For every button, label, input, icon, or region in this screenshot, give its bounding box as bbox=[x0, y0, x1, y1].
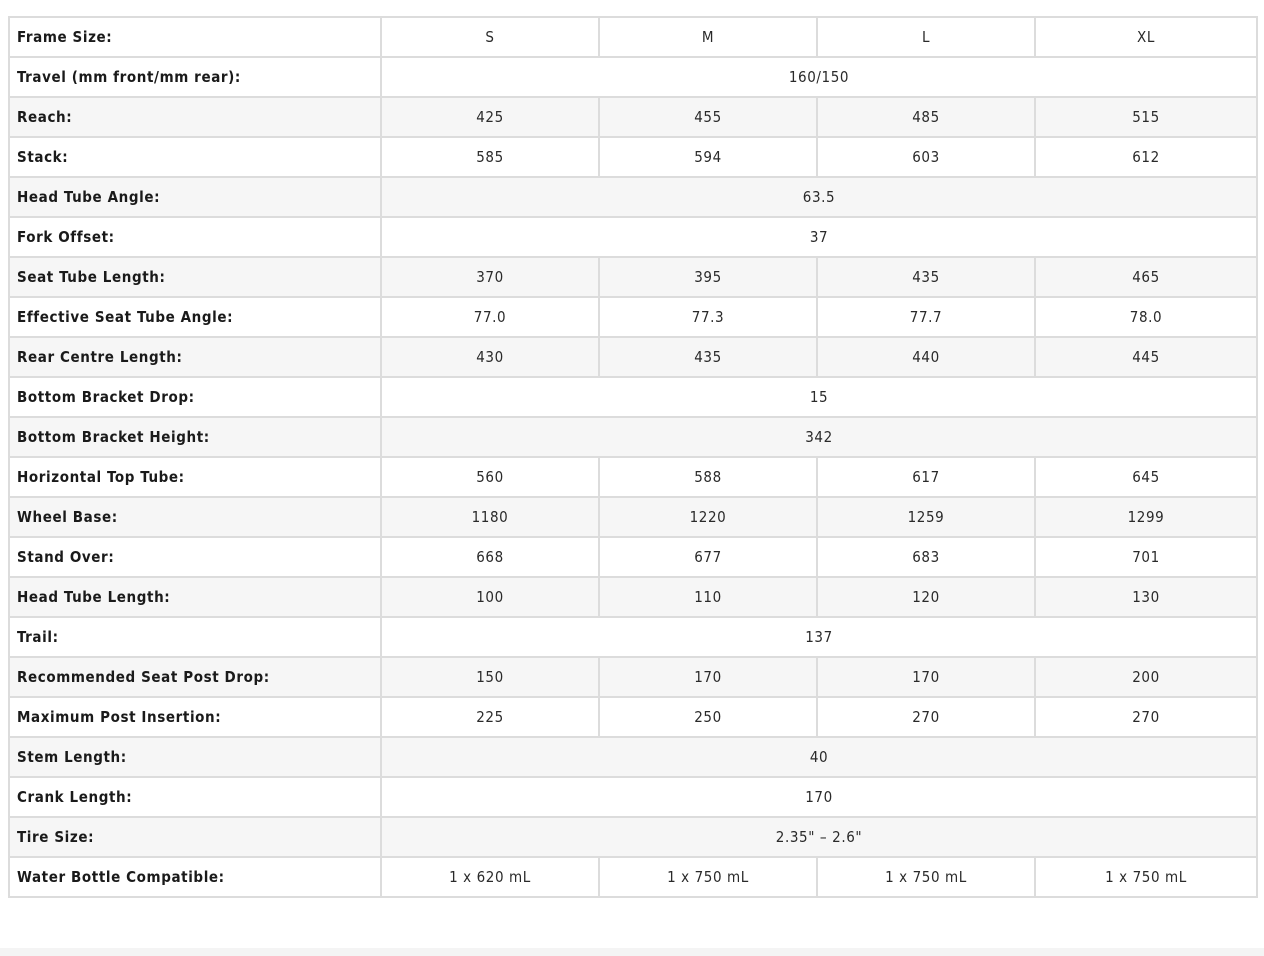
cell-xl: 515 bbox=[1035, 97, 1257, 137]
table-row bbox=[9, 57, 1257, 97]
row-label: Bottom Bracket Height: bbox=[9, 417, 381, 457]
row-label: Frame Size: bbox=[9, 17, 381, 57]
size-header-l: L bbox=[817, 17, 1035, 57]
cell-s: 560 bbox=[381, 457, 599, 497]
table-row bbox=[9, 177, 1257, 217]
table-row bbox=[9, 857, 1257, 897]
table-header-row bbox=[9, 17, 1257, 57]
row-value: 37 bbox=[381, 217, 1257, 257]
row-label: Stack: bbox=[9, 137, 381, 177]
row-label: Tire Size: bbox=[9, 817, 381, 857]
cell-m: 677 bbox=[599, 537, 817, 577]
cell-xl: 270 bbox=[1035, 697, 1257, 737]
row-label: Head Tube Length: bbox=[9, 577, 381, 617]
row-label: Effective Seat Tube Angle: bbox=[9, 297, 381, 337]
cell-xl: 1 x 750 mL bbox=[1035, 857, 1257, 897]
table-row bbox=[9, 137, 1257, 177]
cell-m: 77.3 bbox=[599, 297, 817, 337]
cell-m: 1220 bbox=[599, 497, 817, 537]
cell-s: 1 x 620 mL bbox=[381, 857, 599, 897]
cell-xl: 1299 bbox=[1035, 497, 1257, 537]
table-row bbox=[9, 217, 1257, 257]
row-value: 160/150 bbox=[381, 57, 1257, 97]
geometry-table bbox=[8, 16, 1258, 898]
cell-l: 77.7 bbox=[817, 297, 1035, 337]
cell-xl: 701 bbox=[1035, 537, 1257, 577]
row-value: 170 bbox=[381, 777, 1257, 817]
row-value: 137 bbox=[381, 617, 1257, 657]
cell-xl: 465 bbox=[1035, 257, 1257, 297]
cell-l: 120 bbox=[817, 577, 1035, 617]
row-label: Stand Over: bbox=[9, 537, 381, 577]
cell-xl: 612 bbox=[1035, 137, 1257, 177]
size-header-s: S bbox=[381, 17, 599, 57]
row-value: 40 bbox=[381, 737, 1257, 777]
table-row bbox=[9, 97, 1257, 137]
cell-m: 435 bbox=[599, 337, 817, 377]
cell-m: 395 bbox=[599, 257, 817, 297]
cell-m: 455 bbox=[599, 97, 817, 137]
row-label: Reach: bbox=[9, 97, 381, 137]
row-value: 15 bbox=[381, 377, 1257, 417]
cell-s: 150 bbox=[381, 657, 599, 697]
table-row bbox=[9, 657, 1257, 697]
row-label: Trail: bbox=[9, 617, 381, 657]
cell-m: 110 bbox=[599, 577, 817, 617]
row-value: 2.35" – 2.6" bbox=[381, 817, 1257, 857]
cell-l: 485 bbox=[817, 97, 1035, 137]
cell-s: 100 bbox=[381, 577, 599, 617]
table-row bbox=[9, 697, 1257, 737]
page-bottom-band bbox=[0, 948, 1264, 956]
cell-s: 77.0 bbox=[381, 297, 599, 337]
table-row bbox=[9, 577, 1257, 617]
cell-l: 1 x 750 mL bbox=[817, 857, 1035, 897]
row-label: Maximum Post Insertion: bbox=[9, 697, 381, 737]
cell-s: 370 bbox=[381, 257, 599, 297]
cell-l: 170 bbox=[817, 657, 1035, 697]
cell-m: 588 bbox=[599, 457, 817, 497]
cell-l: 617 bbox=[817, 457, 1035, 497]
row-label: Horizontal Top Tube: bbox=[9, 457, 381, 497]
row-label: Water Bottle Compatible: bbox=[9, 857, 381, 897]
cell-l: 1259 bbox=[817, 497, 1035, 537]
table-row bbox=[9, 537, 1257, 577]
cell-l: 603 bbox=[817, 137, 1035, 177]
table-row bbox=[9, 297, 1257, 337]
cell-m: 594 bbox=[599, 137, 817, 177]
cell-s: 430 bbox=[381, 337, 599, 377]
cell-s: 668 bbox=[381, 537, 599, 577]
table-row bbox=[9, 257, 1257, 297]
table-row bbox=[9, 417, 1257, 457]
row-value: 342 bbox=[381, 417, 1257, 457]
cell-xl: 78.0 bbox=[1035, 297, 1257, 337]
row-label: Crank Length: bbox=[9, 777, 381, 817]
table-row bbox=[9, 337, 1257, 377]
cell-s: 1180 bbox=[381, 497, 599, 537]
cell-xl: 645 bbox=[1035, 457, 1257, 497]
row-label: Travel (mm front/mm rear): bbox=[9, 57, 381, 97]
row-label: Bottom Bracket Drop: bbox=[9, 377, 381, 417]
table-row bbox=[9, 457, 1257, 497]
row-label: Rear Centre Length: bbox=[9, 337, 381, 377]
row-label: Wheel Base: bbox=[9, 497, 381, 537]
table-row bbox=[9, 497, 1257, 537]
table-row bbox=[9, 377, 1257, 417]
cell-l: 440 bbox=[817, 337, 1035, 377]
row-label: Fork Offset: bbox=[9, 217, 381, 257]
cell-m: 1 x 750 mL bbox=[599, 857, 817, 897]
cell-l: 683 bbox=[817, 537, 1035, 577]
size-header-xl: XL bbox=[1035, 17, 1257, 57]
row-label: Recommended Seat Post Drop: bbox=[9, 657, 381, 697]
cell-s: 585 bbox=[381, 137, 599, 177]
cell-xl: 200 bbox=[1035, 657, 1257, 697]
cell-l: 270 bbox=[817, 697, 1035, 737]
row-label: Head Tube Angle: bbox=[9, 177, 381, 217]
table-row bbox=[9, 817, 1257, 857]
table-row bbox=[9, 617, 1257, 657]
row-value: 63.5 bbox=[381, 177, 1257, 217]
cell-m: 250 bbox=[599, 697, 817, 737]
cell-s: 425 bbox=[381, 97, 599, 137]
row-label: Seat Tube Length: bbox=[9, 257, 381, 297]
size-header-m: M bbox=[599, 17, 817, 57]
cell-m: 170 bbox=[599, 657, 817, 697]
cell-l: 435 bbox=[817, 257, 1035, 297]
table-row bbox=[9, 777, 1257, 817]
table-row bbox=[9, 737, 1257, 777]
cell-xl: 130 bbox=[1035, 577, 1257, 617]
cell-xl: 445 bbox=[1035, 337, 1257, 377]
row-label: Stem Length: bbox=[9, 737, 381, 777]
cell-s: 225 bbox=[381, 697, 599, 737]
